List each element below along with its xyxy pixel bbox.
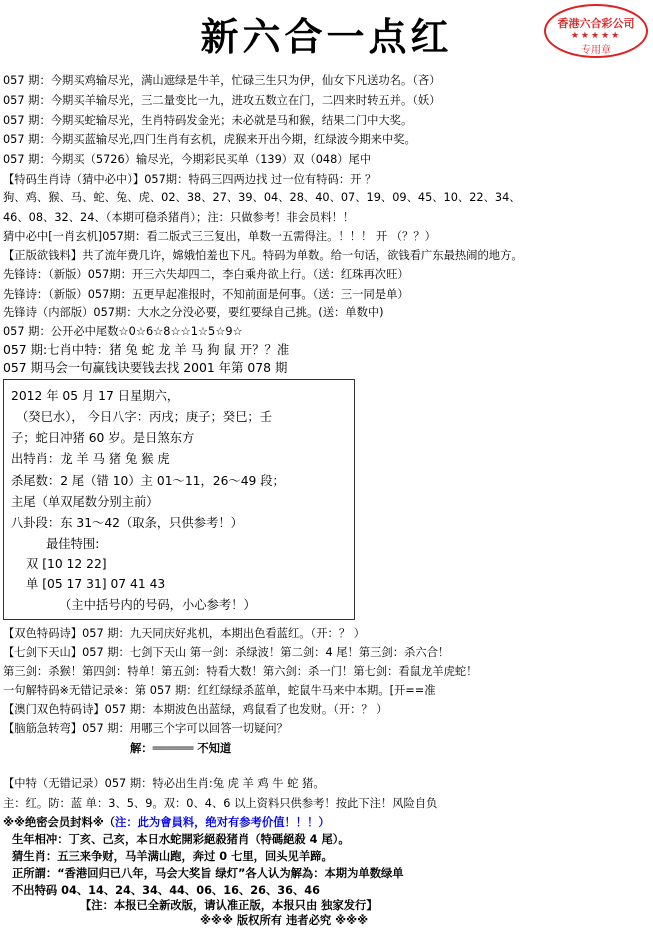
stamp-line2: 专用章 [581,45,611,56]
vip-header-label: ※※绝密会员封料※（ [3,816,116,829]
text-line: 057 期:七肖中特：猪 兔 蛇 龙 羊 马 狗 鼠 开？？准 [3,342,290,357]
vip-header [3,815,330,830]
box-line: 出特肖：龙 羊 马 猪 兔 猴 虎 [11,452,170,466]
vip-note: 注：此为會員料，绝对有参考价值！！！） [115,816,330,829]
text-line: 先锋诗：（新版）057期：五更早起准报时，不知前面是何事。（送：三一同是单） [3,288,409,301]
daily-info-box [3,379,355,620]
box-line: 2012 年 05 月 17 日星期六， [11,389,180,403]
text-line: 主：红。防：蓝 单：3、5、9。双：0、4、6 以上资料只供参考！按此下注！风险自负 [3,797,438,810]
box-line: 双 [10 12 22] [26,557,107,571]
text-line: 057 期：公开必中尾数☆0☆6☆8☆☆1☆5☆9☆ [3,325,243,338]
text-line: 不出特码 04、14、24、34、44、06、16、26、36、46 [12,884,321,897]
text-line: 057 期：今期买鸡输尽光，满山遮绿是牛羊，忙碌三生只为伊，仙女下凡送功名。（吝） [3,74,441,87]
text-line: 解：══════ 不知道 [130,742,232,755]
company-stamp [544,4,648,58]
box-line: 子；蛇日冲猪 60 岁。是日煞东方 [11,431,195,445]
text-line: 正所謂：“香港回归已八年，马会大奖旨 绿灯”各人认为解為：本期为单数绿单 [12,867,404,880]
box-line: 杀尾数：2 尾（错 10）主 01～11，26～49 段； [11,474,285,488]
box-line: 主尾（单双尾数分别主前） [11,495,159,509]
box-line: （癸巳水）， 今日八字：丙戌；庚子；癸巳；壬 [16,410,272,424]
text-line: 【脑筋急转弯】057 期：用哪三个字可以回答一切疑问？ [3,722,288,735]
box-line: 八卦段：东 31～42（取条，只供参考！） [11,516,243,530]
text-line: 第三剑：杀猴！第四剑：特单！第五剑：特看大数！第六剑：杀一门！第七剑：看鼠龙羊虎蛇！ [3,665,478,678]
text-line: 生年相冲：丁亥、己亥，本日水蛇開彩絕殺猪肖（特碼絕殺 4 尾）。 [12,833,350,846]
text-line: 46、08、32、24、（本期可稳杀猪肖）；注：只做参考！非会员料！！ [3,211,355,224]
text-line: 狗、鸡、猴、马、蛇、兔、虎、02、38、27、39、04、28、40、07、19、09、45、10、22、34、 [3,191,521,204]
text-line: 一句解特码※无错记录※：第 057 期：红红绿绿杀蓝单，蛇鼠牛马来中本期。[开==准 [3,684,436,697]
text-line: 先锋诗（内部版）057期：大水之分没必要，要红要绿自己挑。(送：单数中) [3,306,384,319]
copyright-line: ※※※ 版权所有 违者必究 ※※※ [200,914,369,927]
box-line: （主中括号内的号码，小心参考！） [59,598,256,612]
box-line: 最佳特围: [46,537,100,551]
page-title: 新六合一点红 [200,14,453,59]
text-line: 057 期：今期买蛇输尽光，生肖特码发金光；未必就是马和猴，结果二门中大奖。 [3,114,413,127]
text-line: 【注：本报已全新改版，请认准正版，本报只由 独家发行】 [80,899,378,912]
text-line: 057 期：今期买蓝输尽光,四门生肖有玄机，虎猴来开出今期，红绿波今期来中奖。 [3,133,416,146]
text-line: 【七剑下天山】057 期：七剑下天山 第一剑：杀绿波！第二剑：4 尾！第三剑：杀六合！ [3,646,450,659]
stamp-stars: ★★★★★ [570,31,622,41]
text-line: 猜中必中[一肖玄机]057期：看二版式三三复出，单数一五需得注。！！！ 开 （？？） [3,230,436,243]
stamp-line1: 香港六合彩公司 [557,17,635,30]
text-line: 【正版欲钱料】共了流年费几许，嫦娥怕羞也下凡。特码为单数。给一句话，欲钱看广东最热闹的地方。 [3,249,523,262]
text-line: 057 期马会一句赢钱诀要钱去找 2001 年第 078 期 [3,360,288,375]
text-line: 【澳门双色特码诗】057 期：本期波色出蓝绿，鸡鼠看了也发财。（开：？ ） [3,703,388,716]
text-line: 猜生肖：五三来争财，马羊满山跑，奔过 0 七里，回头见羊蹄。 [12,850,333,863]
text-line: 先锋诗：（新版）057期：开三六失却四二，李白乘舟欲上行。（送：红珠再次旺） [3,268,409,281]
text-line: 057 期：今期买羊输尽光，三二量变比一九，进攻五数立在门，二四来时转五并。（妖） [3,94,441,107]
box-line: 单 [05 17 31] 07 41 43 [26,577,166,591]
text-line: 【双色特码诗】057 期：九天同庆好兆机，本期出色看蓝红。（开：？ ） [3,627,366,640]
text-line: 【特码生肖诗（猜中必中）】057期：特码三四两边找 过一位有特码：开 ？ [3,173,377,186]
text-line: 【中特（无错记录）057 期：特必出生肖:兔 虎 羊 鸡 牛 蛇 猪。 [3,777,325,790]
text-line: 057 期：今期买（5726）输尽光，今期彩民买单（139）双（048）尾中 [3,153,372,166]
